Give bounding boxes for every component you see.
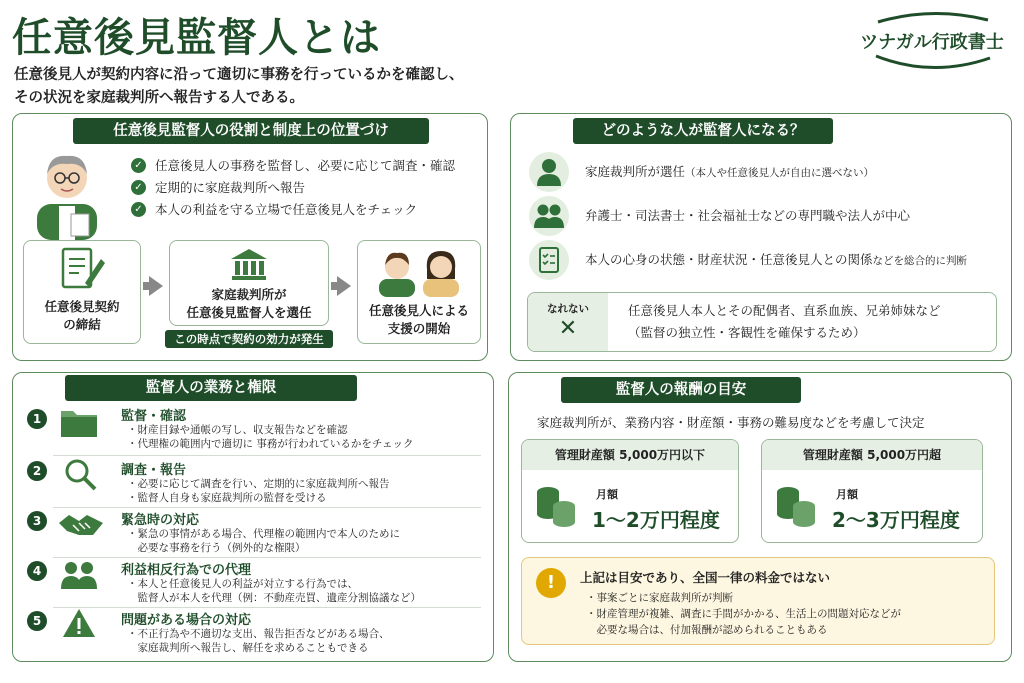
who-row: 家庭裁判所が選任（本人や任意後見人が自由に選べない） — [585, 164, 875, 179]
who-panel — [510, 113, 1012, 361]
cannot-box: なれない ✕ 任意後見人本人とその配偶者、直系血族、兄弟姉妹など （監督の独立性・客観性を確保するため） — [527, 292, 997, 352]
alert-icon: ! — [536, 568, 566, 598]
flow-step-court: 家庭裁判所が 任意後見監督人を選任 — [169, 240, 329, 326]
effect-start-note: この時点で契約の効力が発生 — [165, 330, 333, 348]
handshake-icon — [57, 509, 105, 539]
person-icon — [529, 152, 569, 192]
fee-tier-low: 管理財産額 5,000万円以下 月額 1〜2万円程度 — [521, 439, 739, 543]
cannot-label-box: なれない ✕ — [528, 293, 608, 351]
duties-panel: 監督人の業務と権限 1 監督・確認 ・財産目録や通帳の写し、収支報告などを確認 ・代理権の範囲内で適切に 事務が行われているかをチェック 2 調査・報告 ・必要に応じて調査を行い、定期的に家庭裁判所へ報告 ・監督人自身も家庭裁判所の監督を受ける 3 緊急時の対応 ・緊急の事情がある場合、代理権の範囲内で本人のために 必要な事務を行う（例外的な権限） 4 利益相反行為での代理 ・本人と任意後見人の利益が対立する行為では、 監督人が本人を代理（例：不動産売買、遺産分割協議など） 5 問題がある場合の対応 ・不正行為や不適切な支出、報告拒否などがある場合、 家庭裁判所へ報告し、解任を求めることもできる — [12, 372, 494, 662]
fee-tier-high: 管理財産額 5,000万円超 月額 2〜3万円程度 — [761, 439, 983, 543]
coins-icon — [534, 482, 578, 530]
brand-logo — [848, 8, 1016, 72]
checklist-icon — [529, 240, 569, 280]
people-icon — [59, 559, 99, 591]
role-checklist — [131, 154, 455, 220]
flow-step-support: 任意後見人による 支援の開始 — [357, 240, 481, 344]
check-icon: ✓ — [131, 202, 146, 217]
flow-arrow-icon — [337, 276, 351, 296]
fee-panel-heading: 監督人の報酬の目安 — [561, 377, 801, 403]
check-item: ✓ 定期的に家庭裁判所へ報告 — [131, 176, 455, 198]
warning-icon — [61, 607, 97, 639]
who-row: 本人の心身の状態・財産状況・任意後見人との関係などを総合的に判断 — [585, 252, 968, 267]
magnifier-icon — [63, 457, 99, 493]
duty-number: 5 — [27, 611, 47, 631]
duty-number: 4 — [27, 561, 47, 581]
fee-panel — [508, 372, 1012, 662]
senior-person-icon — [27, 148, 107, 240]
logo-text: ツナガル行政書士 — [860, 32, 1004, 53]
folder-icon — [59, 405, 99, 439]
couple-icon — [371, 245, 467, 297]
fee-note: ! 上記は目安であり、全国一律の料金ではない ・事案ごとに家庭裁判所が判断 ・財産管理が複雑、調査に手間がかかる、生活上の問題対応などが 必要な場合は、付加報酬が認められることもある — [521, 557, 995, 645]
duty-number: 3 — [27, 511, 47, 531]
duty-number: 2 — [27, 461, 47, 481]
who-row: 弁護士・司法書士・社会福祉士などの専門職や法人が中心 — [585, 208, 911, 223]
coins-icon — [774, 482, 818, 530]
cross-icon: ✕ — [558, 316, 578, 341]
check-item: ✓ 本人の利益を守る立場で任意後見人をチェック — [131, 198, 455, 220]
courthouse-icon — [229, 247, 269, 281]
role-panel — [12, 113, 488, 361]
page-subtitle: 任意後見人が契約内容に沿って適切に事務を行っているかを確認し、 その状況を家庭裁判所へ報告する人である。 — [14, 67, 464, 106]
role-panel-heading: 任意後見監督人の役割と制度上の位置づけ — [73, 118, 429, 144]
group-icon — [529, 196, 569, 236]
duty-number: 1 — [27, 409, 47, 429]
fee-intro: 家庭裁判所が、業務内容・財産額・事務の難易度などを考慮して決定 — [537, 415, 925, 430]
check-icon: ✓ — [131, 158, 146, 173]
who-panel-heading: どのような人が監督人になる？ — [573, 118, 833, 144]
flow-arrow-icon — [149, 276, 163, 296]
check-icon: ✓ — [131, 180, 146, 195]
check-item: ✓ 任意後見人の事務を監督し、必要に応じて調査・確認 — [131, 154, 455, 176]
duties-panel-heading: 監督人の業務と権限 — [65, 375, 357, 401]
flow-step-contract: 任意後見契約 の締結 — [23, 240, 141, 344]
page-title: 任意後見監督人とは — [12, 15, 381, 61]
document-pen-icon — [57, 247, 107, 291]
